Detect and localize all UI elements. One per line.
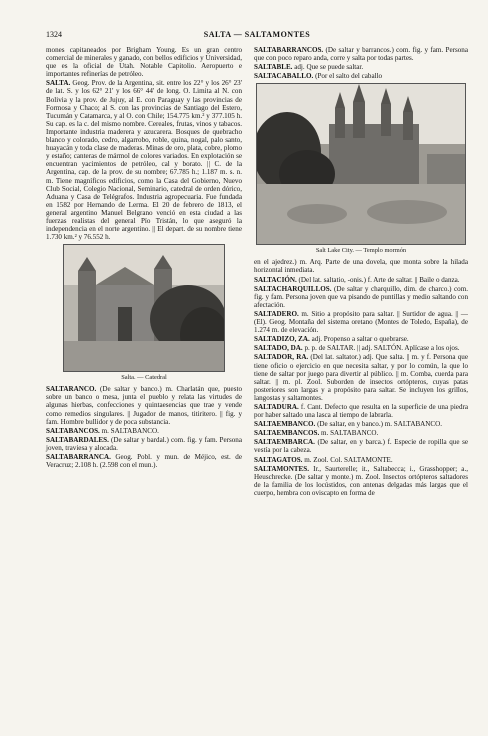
dictionary-entry: SALTABANCOS. m. SALTABANCO. [46,426,159,435]
running-header [46,30,468,42]
dictionary-entry: SALTACABALLO. (Por el salto del caballo [254,72,383,81]
right-column [254,46,468,498]
dictionary-entry: SALTADOR, RA. (Del lat. saltator.) adj. Que salta. || m. y f. Persona que tiene oficio o ejercicio en que necesita saltar, y por lo común, la que lo tiene de saltar por juego para divertir al público. || m. Comba, cuerda para saltar. || m. pl. Zool. Suborden de insectos ortópteros, cuyas patas posteriores son largas y a propósito para saltar. Se incluyen los grillos, langostas y saltamontes. [254,353,468,402]
photo-salt-lake-temple [256,83,466,245]
dictionary-entry: SALTABARDALES. (De saltar y bardal.) com. fig. y fam. Persona joven, traviesa y alocada. [46,435,242,452]
dictionary-entry: SALTADURA. f. Cant. Defecto que resulta en la superficie de una piedra por haber saltado una lasca al tiempo de labrarla. [254,402,468,420]
figure-caption: Salta. — Catedral [121,374,167,382]
paragraph: mones capitaneados por Brigham Young. Es un gran centro comercial de minerales y ganado, con bellos edificios y Universidad, que es la oficial de Utah. Notable Capitolio. Aeropuerto e importantes refinerías de petróleo. [46,46,242,79]
dictionary-entry: SALTABARRANCA. Geog. Pobl. y mun. de Méjico, est. de Veracruz; 2.108 h. (2.598 con el mun.). [46,453,242,470]
dictionary-entry: SALTADERO. m. Sitio a propósito para saltar. || Surtidor de agua. || — (El). Geog. Montaña del sistema oretano (Montes de Toledo, España), de 1.274 m. de elevación. [254,309,468,335]
temple-photo-graphic [257,84,465,244]
dictionary-entry: SALTAEMBANCO. (De saltar, en y banco.) m. SALTABANCO. [254,420,443,429]
paragraph: SALTA. Geog. Prov. de la Argentina, sit. entre los 22° y los 26° 23' de lat. S. y los 62° 21' y los 66° 44' de long. O. Limita al N. con Bolivia y la prov. de Jujuy, al E. con Paraguay y las provincias de Formosa y Chaco; al S. con las provincias de Santiago del Estero, Tucumán y Catamarca, y al O. con Chile; 154.775 km.² y 377.105 h. Su cap. es la c. del mismo nombre. Cereales, frutas, vinos y tabacos. Importante industria maderera y azucarera. Bosques de quebracho blanco y colorado, cedro, algarrobo, roble, quina, nogal, palo santo, huayacán y toda clase de maderas. Minas de oro, plata, cobre, plomo y estaño; canteras de mármol de colores variados. En explotación se encuentran yacimientos de petróleo, cal y borato. || C. de la Argentina, cap. de la prov. de su nombre; 67.785 h.; 1.187 m. s. n. m. Tiene magníficos edificios, como la Casa del Gobierno, Nuevo Club Social, Colegio Nacional, Seminario, catedral de orden dórico, Aduana y Casa de Telégrafos. Industria agropecuaria. Fue fundada en 1582 por Hernando de Lerma. El 20 de febrero de 1813, el general argentino Manuel Belgrano venció en esta ciudad a las fuerzas realistas del general Pío Tristán, lo que aseguró la independencia en el norte argentino. || El depart. de su nombre tiene 1.730 km.² y 76.552 h. [46,79,242,242]
dictionary-entry: SALTAMONTES. Ir., Saurterelle; it., Saltabecca; i., Grasshopper; a., Heuschrecke. (De saltar y monte.) m. Zool. Insectos ortópteros saltadores de la familia de los locústidos, con antenas delgadas más largas que el cuerpo, hembra con oviscapto en forma de [254,464,468,497]
dictionary-entry: SALTACHARQUILLOS. (De saltar y charquillo, dim. de charco.) com. fig. y fam. Persona joven que va pisando de puntillas y medio saltando con afectación. [254,284,468,309]
figure-caption: Salt Lake City. — Templo mormón [315,247,407,255]
page-number: 1324 [46,30,62,39]
running-title: SALTA — SALTAMONTES [203,30,311,39]
dictionary-entry: SALTAEMBARCA. (De saltar, en y barca.) f. Especie de ropilla que se vestía por la cabeza. [254,438,468,455]
dictionary-entry: SALTADO, DA. p. p. de SALTAR. || adj. SALTÓN. Aplícase a los ojos. [254,344,460,353]
dictionary-entry: SALTAGATOS. m. Zool. Col. SALTAMONTE. [254,455,393,464]
dictionary-entry: SALTABLE. adj. Que se puede saltar. [254,63,364,72]
dictionary-entry: en el ajedrez.) m. Arq. Parte de una dovela, que monta sobre la hilada horizontal inmediata. [254,258,468,275]
dictionary-entry: SALTABARRANCOS. (De saltar y barrancos.) com. fig. y fam. Persona que con poco reparo anda, corre y salta por todas partes. [254,46,468,63]
left-column [46,46,242,470]
dictionary-entry: SALTARANCO. (De saltar y banco.) m. Charlatán que, puesto sobre un banco o mesa, junta el pueblo y relata las virtudes de algunas hierbas, confecciones y quintaesencias que trae y vende como remedios singulares. || Jugador de manos, titiritero. || fig. y fam. Hombre bullidor y de poca substancia. [46,385,242,426]
photo-salta-cathedral [63,244,225,372]
dictionary-entry: SALTADIZO, ZA. adj. Propenso a saltar o quebrarse. [254,335,409,344]
dictionary-entry: SALTAEMBANCOS. m. SALTABANCO. [254,429,379,438]
cathedral-photo-graphic [64,245,224,371]
dictionary-entry: SALTACIÓN. (Del lat. saltatio, -onis.) f. Arte de saltar. || Baile o danza. [254,275,460,284]
